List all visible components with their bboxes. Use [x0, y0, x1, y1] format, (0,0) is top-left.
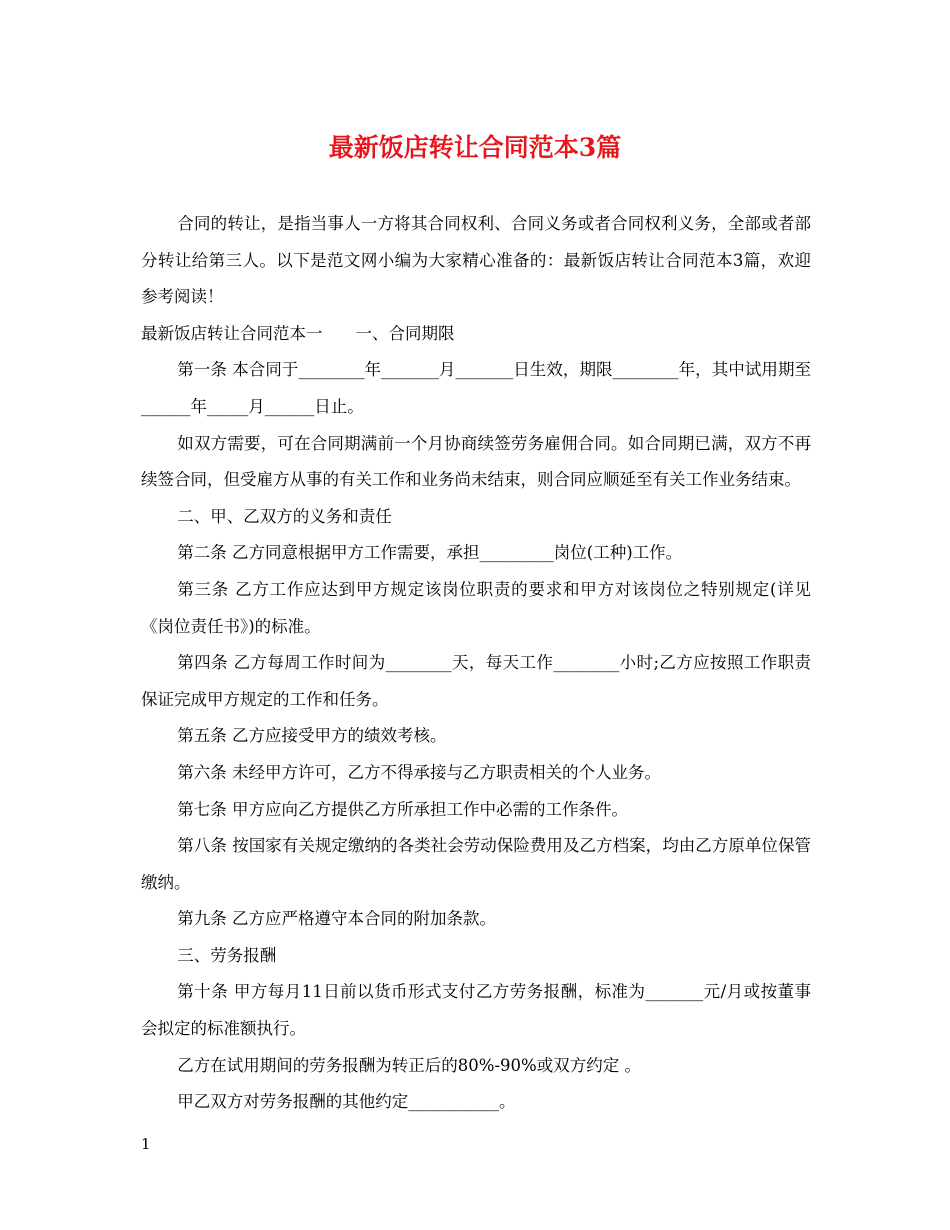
paragraph-article-7: 第七条 甲方应向乙方提供乙方所承担工作中必需的工作条件。: [177, 799, 629, 819]
page-number: 1: [141, 1135, 151, 1153]
paragraph-article-10: 第十条 甲方每月11日前以货币形式支付乙方劳务报酬，标准为_______元/月或按董事会拟定的标准额执行。: [141, 982, 811, 1039]
paragraph-article-3: 第三条 乙方工作应达到甲方规定该岗位职责的要求和甲方对该岗位之特别规定(详见《岗位责任书》)的标准。: [141, 579, 811, 636]
document-title: 最新饭店转让合同范本3篇: [328, 133, 622, 162]
section-heading-line: [141, 316, 811, 353]
paragraph-renewal: 如双方需要，可在合同期满前一个月协商续签劳务雇佣合同。如合同期已满，双方不再续签合同，但受雇方从事的有关工作和业务尚未结束，则合同应顺延至有关工作业务结束。: [141, 433, 811, 490]
paragraph-article-5: 第五条 乙方应接受甲方的绩效考核。: [177, 726, 447, 746]
paragraph-article-6: 第六条 未经甲方许可，乙方不得承接与乙方职责相关的个人业务。: [177, 762, 662, 782]
section-heading-3: 三、劳务报酬: [177, 945, 277, 965]
document-body: [141, 206, 811, 1121]
paragraph-article-4: 第四条 乙方每周工作时间为________天，每天工作________小时;乙方应按照工作职责保证完成甲方规定的工作和任务。: [141, 653, 811, 709]
intro-paragraph: 合同的转让，是指当事人一方将其合同权利、合同义务或者合同权利义务，全部或者部分转让给第三人。以下是范文网小编为大家精心准备的：最新饭店转让合同范本3篇，欢迎参考阅读！: [141, 214, 811, 307]
paragraph-article-2: 第二条 乙方同意根据甲方工作需要，承担_________岗位(工种)工作。: [177, 543, 683, 563]
contract-heading: 最新饭店转让合同范本一: [141, 323, 323, 343]
section-heading-2: 二、甲、乙双方的义务和责任: [177, 506, 392, 526]
paragraph-article-1: 第一条 本合同于________年_______月_______日生效，期限________年，其中试用期至______年_____月______日止。: [141, 360, 811, 416]
paragraph-article-8: 第八条 按国家有关规定缴纳的各类社会劳动保险费用及乙方档案，均由乙方原单位保管缴纳。: [141, 836, 811, 892]
paragraph-article-9: 第九条 乙方应严格遵守本合同的附加条款。: [177, 909, 497, 929]
paragraph-probation-pay: 乙方在试用期间的劳务报酬为转正后的80%-90%或双方约定 。: [177, 1055, 641, 1075]
section-heading: 一、合同期限: [355, 323, 455, 343]
paragraph-other-pay: 甲乙双方对劳务报酬的其他约定___________。: [177, 1092, 516, 1112]
